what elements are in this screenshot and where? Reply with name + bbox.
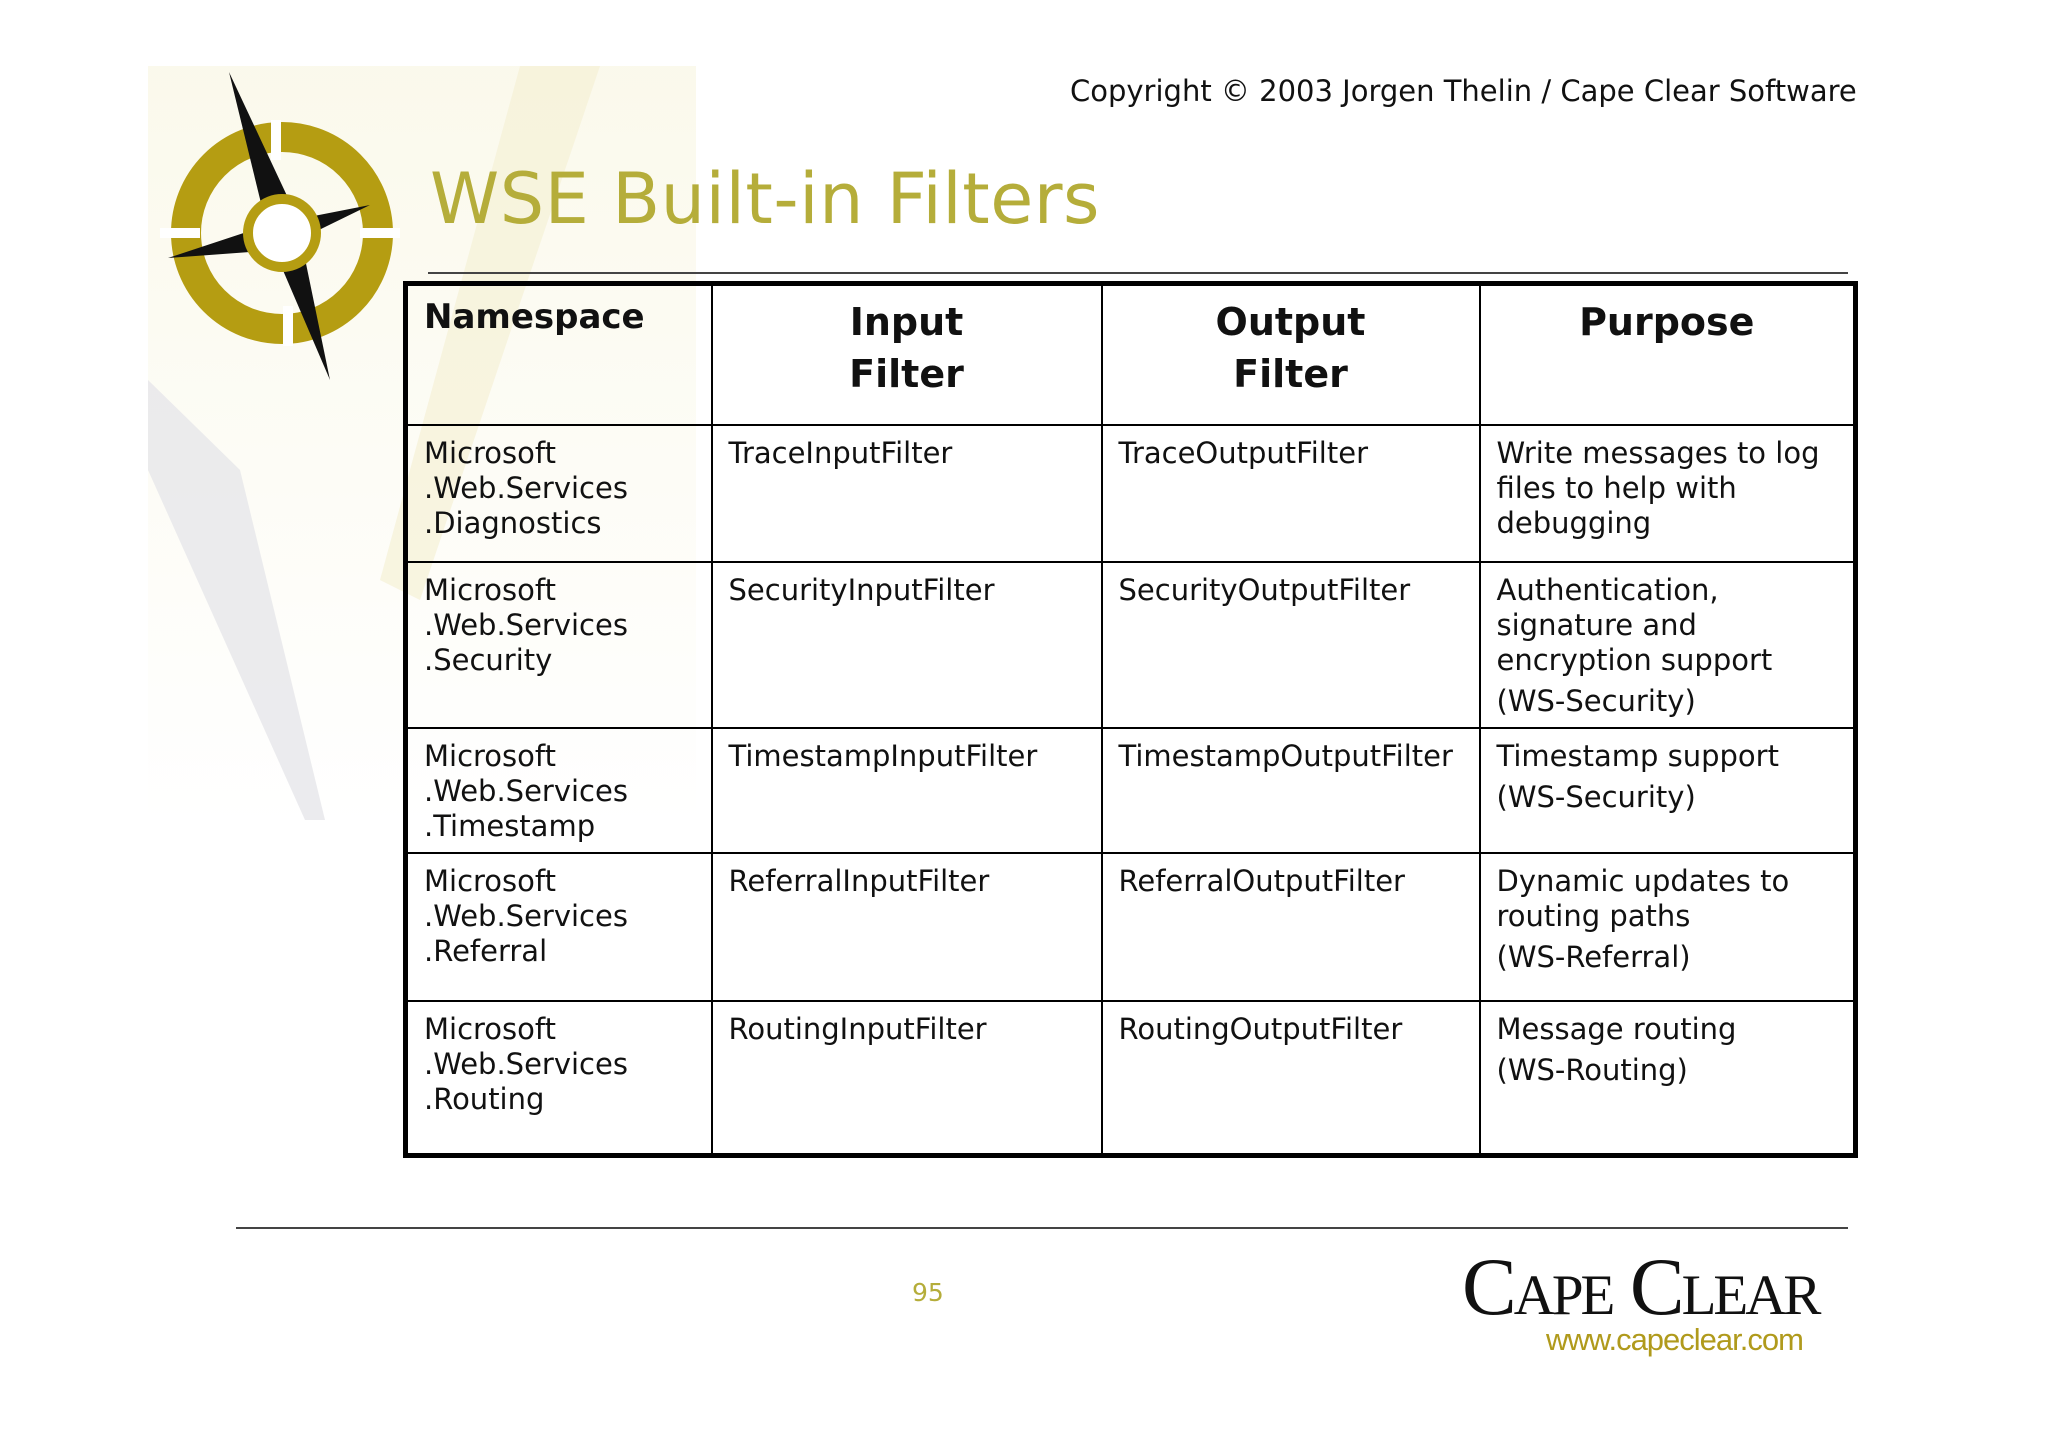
purpose-cell [1480,562,1856,728]
output-filter-cell: TimestampOutputFilter [1102,728,1480,853]
purpose-text: Message routing [1496,1012,1737,1046]
table-row [406,562,1856,728]
purpose-text: Write messages to log files to help with debugging [1496,436,1820,540]
brand-logo: Cape Clear [1462,1241,1819,1332]
input-filter-cell: ReferralInputFilter [712,853,1102,1001]
namespace-cell: Microsoft .Web.Services .Timestamp [406,728,712,853]
purpose-cell [1480,425,1856,562]
purpose-spec: (WS-Security) [1496,684,1696,718]
header-output-filter: Output Filter [1102,284,1480,426]
output-filter-cell: TraceOutputFilter [1102,425,1480,562]
input-filter-cell: SecurityInputFilter [712,562,1102,728]
input-filter-cell: RoutingInputFilter [712,1001,1102,1155]
purpose-spec: (WS-Security) [1496,780,1696,814]
input-filter-cell: TraceInputFilter [712,425,1102,562]
input-filter-cell: TimestampInputFilter [712,728,1102,853]
output-filter-cell: SecurityOutputFilter [1102,562,1480,728]
header-namespace: Namespace [406,284,712,426]
purpose-text: Authentication, signature and encryption support [1496,573,1773,677]
table-row [406,728,1856,853]
output-filter-cell: RoutingOutputFilter [1102,1001,1480,1155]
purpose-text: Dynamic updates to routing paths [1496,864,1790,933]
table-header-row [406,284,1856,426]
table-row [406,425,1856,562]
filters-table [403,281,1858,1158]
slide-title: WSE Built-in Filters [430,158,1101,240]
table-row [406,853,1856,1001]
namespace-cell: Microsoft .Web.Services .Routing [406,1001,712,1155]
purpose-spec: (WS-Routing) [1496,1053,1688,1087]
title-divider [428,272,1848,274]
header-purpose: Purpose [1480,284,1856,426]
copyright-text: Copyright © 2003 Jorgen Thelin / Cape Clear Software [1070,74,1857,108]
namespace-cell: Microsoft .Web.Services .Diagnostics [406,425,712,562]
namespace-cell: Microsoft .Web.Services .Security [406,562,712,728]
output-filter-cell: ReferralOutputFilter [1102,853,1480,1001]
brand-url: www.capeclear.com [1546,1322,1803,1357]
header-input-filter: Input Filter [712,284,1102,426]
namespace-cell: Microsoft .Web.Services .Referral [406,853,712,1001]
purpose-text: Timestamp support [1496,739,1779,773]
purpose-cell [1480,728,1856,853]
table-row [406,1001,1856,1155]
purpose-cell [1480,1001,1856,1155]
footer-divider [236,1227,1848,1229]
page-number: 95 [912,1278,944,1307]
purpose-cell [1480,853,1856,1001]
purpose-spec: (WS-Referral) [1496,940,1691,974]
